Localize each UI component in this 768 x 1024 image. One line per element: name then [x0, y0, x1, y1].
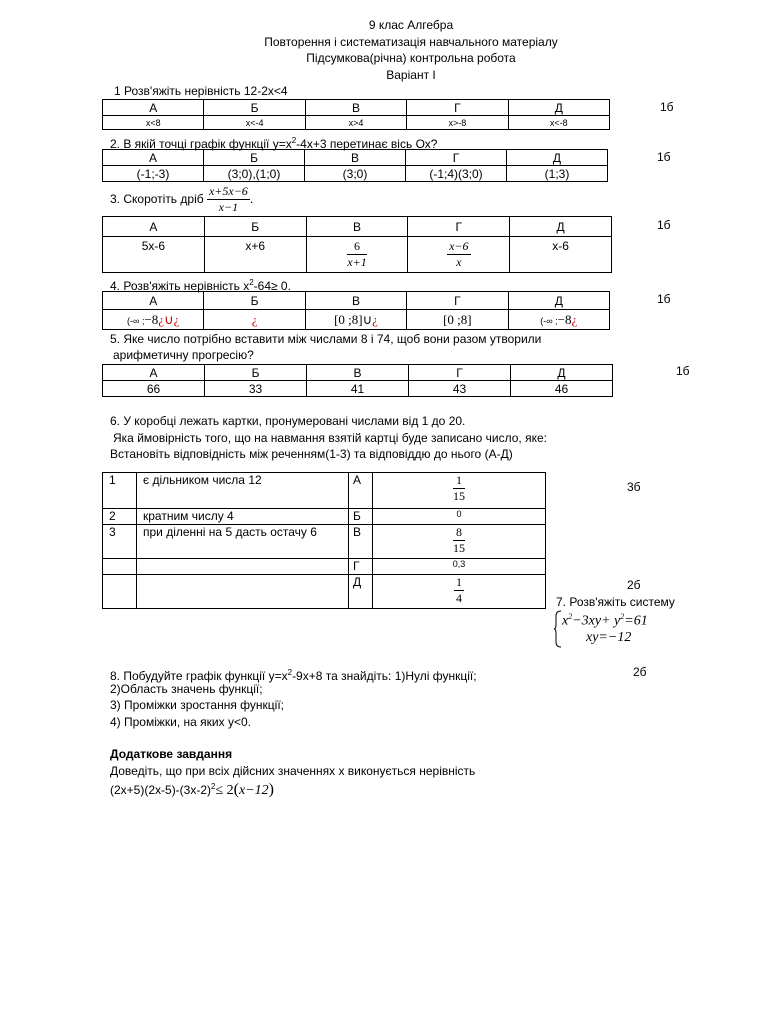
q3-option-a: 5х-6 — [103, 237, 205, 273]
q1-option-d: х>-8 — [407, 116, 508, 130]
extra-expr-c: ( — [233, 781, 239, 798]
extra-expr-d: x−12 — [238, 783, 269, 798]
q4-text-b: -64≥ 0. — [253, 279, 291, 293]
q5-option-b: 33 — [205, 381, 307, 397]
q3-option-d-den: x — [456, 255, 462, 269]
option-letter: В — [306, 217, 408, 237]
option-letter: Д — [507, 150, 608, 166]
q8-line-4: 4) Проміжки, на яких у<0. — [110, 715, 251, 729]
q1-option-e: х<-8 — [508, 116, 609, 130]
option-letter: Д — [508, 292, 609, 310]
q5-text-2: арифметичну прогресію? — [113, 348, 254, 362]
q3-label: 3. Скоротіть дріб — [110, 192, 204, 206]
q2-option-c: (3;0) — [305, 166, 406, 182]
q5-option-a: 66 — [103, 381, 205, 397]
option-letter: Б — [204, 100, 305, 116]
q7-equation-1 — [562, 612, 648, 630]
q4-points: 1б — [657, 292, 671, 306]
extra-expr-e: ) — [268, 781, 274, 798]
q7-eq1-a: x — [562, 613, 569, 629]
q5-text-1: 5. Яке число потрібно вставити між числами 8 і 74, щоб вони разом утворили — [110, 332, 542, 346]
q3-points: 1б — [657, 218, 671, 232]
option-letter: Б — [204, 150, 305, 166]
q1-points: 1б — [660, 100, 674, 114]
q2-text-b: -4х+3 перетинає вісь Ох? — [296, 137, 438, 151]
q1-options-table — [102, 99, 610, 130]
table-row — [103, 473, 546, 509]
option-letter: Б — [205, 365, 307, 381]
q6-answer-fraction — [454, 575, 464, 606]
q2-points: 1б — [657, 150, 671, 164]
q6-answer-fraction — [453, 473, 465, 504]
q3-option-c — [306, 237, 408, 273]
header-subject: 9 клас Алгебра — [368, 18, 454, 32]
q6-text-2: Яка ймовірність того, що на навмання взятій картці буде записано число, яке: — [113, 431, 547, 445]
q2-sup: 2 — [291, 136, 297, 145]
q2-options-table — [102, 149, 608, 182]
option-letter: В — [305, 150, 406, 166]
q4-d-math: [0 ;8] — [443, 311, 472, 327]
option-letter: А — [103, 100, 204, 116]
q6-row-statement: при діленні на 5 дасть остачу 6 — [137, 525, 349, 559]
q1-option-c: х>4 — [305, 116, 406, 130]
q7-eq1-sup: 2 — [568, 612, 573, 621]
q7-eq1-c: =61 — [624, 613, 648, 629]
q4-option-a — [103, 310, 204, 330]
q6-row-number — [103, 559, 137, 575]
q3-fraction — [207, 184, 250, 215]
q4-a-math: −8 — [144, 311, 159, 327]
q2-option-d: (-1;4)(3;0) — [406, 166, 507, 182]
q6-row-statement: кратним числу 4 — [137, 509, 349, 525]
option-letter: Г — [407, 100, 508, 116]
q3-options-table — [102, 216, 612, 273]
q4-c-math: [0 ;8]∪ — [334, 311, 373, 327]
q8-line-3: 3) Проміжки зростання функції; — [110, 698, 284, 712]
q3-option-d — [408, 237, 510, 273]
q8-text-b: -9х+8 та знайдіть: 1)Нулі функції; — [292, 669, 477, 683]
q4-e-math: −8 — [557, 311, 572, 327]
q6-row-answer: 0 — [373, 509, 546, 525]
q6-row-statement: є дільником числа 12 — [137, 473, 349, 509]
q3-option-c-fraction — [347, 239, 366, 270]
q3-text — [110, 183, 253, 215]
q5-points: 1б — [676, 364, 690, 378]
q1-option-a: х<8 — [103, 116, 204, 130]
q4-option-e — [508, 310, 609, 330]
q8-line-2: 2)Область значень функції; — [110, 682, 263, 696]
header-test-type: Підсумкова(річна) контрольна робота — [306, 51, 516, 65]
option-letter: В — [305, 292, 406, 310]
q5-option-c: 41 — [307, 381, 409, 397]
q3-option-e: х-6 — [510, 237, 612, 273]
q1-text: 1 Розв'яжіть нерівність 12-2х<4 — [114, 84, 288, 98]
q6-row-answer — [373, 473, 546, 509]
q6-row-number — [103, 575, 137, 609]
table-row — [103, 559, 546, 575]
q4-a-red: ¿∪¿ — [158, 311, 180, 327]
option-letter: Б — [204, 292, 305, 310]
extra-expr-b: ≤ 2 — [215, 783, 234, 798]
q4-text-a: 4. Розв'яжіть нерівність х — [110, 279, 250, 293]
q2-option-b: (3;0),(1;0) — [204, 166, 305, 182]
option-letter: Г — [409, 365, 511, 381]
q4-sup: 2 — [249, 278, 254, 287]
table-row — [103, 575, 546, 609]
extra-inequality — [110, 779, 274, 799]
q6-row-letter: В — [349, 525, 373, 559]
q6-row-statement — [137, 575, 349, 609]
q7-text: 7. Розв'яжіть систему — [556, 595, 675, 609]
q6-row-number: 2 — [103, 509, 137, 525]
q3-dot: . — [249, 192, 254, 206]
option-letter: Б — [204, 217, 306, 237]
q6-answer-den: 4 — [456, 591, 462, 605]
q4-e-pre: (-∞ ; — [540, 315, 558, 326]
q5-option-e: 46 — [511, 381, 613, 397]
header-topic: Повторення і систематизація навчального матеріалу — [264, 35, 558, 49]
q2-option-e: (1;3) — [507, 166, 608, 182]
q5-options-table — [102, 364, 613, 397]
option-letter: В — [307, 365, 409, 381]
q2-option-a: (-1;-3) — [103, 166, 204, 182]
q6-text-1: 6. У коробці лежать картки, пронумеровані числами від 1 до 20. — [110, 414, 466, 428]
q3-option-b: х+6 — [204, 237, 306, 273]
q2-text-a: 2. В якій точці графік функції у=х — [110, 137, 292, 151]
q7-points: 2б — [627, 578, 641, 592]
q6-points: 3б — [627, 480, 641, 494]
q6-row-answer: 0,3 — [373, 559, 546, 575]
q4-e-red: ¿ — [571, 311, 578, 327]
q6-answer-den: 15 — [453, 541, 465, 555]
option-letter: А — [103, 150, 204, 166]
q4-option-b — [204, 310, 305, 330]
q6-answer-num: 8 — [453, 525, 465, 541]
option-letter: Г — [407, 292, 508, 310]
header-variant: Варіант І — [386, 68, 436, 82]
q4-a-pre: (-∞ ; — [127, 315, 145, 326]
q8-points: 2б — [633, 665, 647, 679]
q4-c-red: ¿ — [372, 311, 378, 327]
q6-row-statement — [137, 559, 349, 575]
option-letter: А — [103, 292, 204, 310]
q6-matching-table — [102, 472, 546, 609]
q6-row-number: 3 — [103, 525, 137, 559]
q4-options-table — [102, 291, 610, 330]
q6-row-letter: Г — [349, 559, 373, 575]
table-row — [103, 509, 546, 525]
q1-option-b: х<-4 — [204, 116, 305, 130]
extra-expr-sup: 2 — [211, 782, 216, 791]
q4-option-c — [305, 310, 406, 330]
extra-expr-a: (2х+5)(2х-5)-(3х-2) — [110, 783, 212, 797]
q4-b-red: ¿ — [251, 311, 258, 327]
q7-equation-2: xy=−12 — [586, 630, 632, 645]
q7-eq1-sup2: 2 — [620, 612, 625, 621]
q6-row-letter: Д — [349, 575, 373, 609]
q8-sup: 2 — [287, 668, 293, 677]
q6-row-number: 1 — [103, 473, 137, 509]
option-letter: А — [103, 365, 205, 381]
q6-answer-fraction — [453, 525, 465, 556]
table-row — [103, 525, 546, 559]
extra-title: Додаткове завдання — [110, 747, 233, 761]
extra-text: Доведіть, що при всіх дійсних значеннях х виконується нерівність — [110, 764, 476, 778]
option-letter: Д — [508, 100, 609, 116]
option-letter: В — [305, 100, 406, 116]
q6-row-letter: А — [349, 473, 373, 509]
q3-option-c-num: 6 — [347, 239, 366, 255]
option-letter: Г — [408, 217, 510, 237]
q4-option-d — [407, 310, 508, 330]
q6-text-3: Встановіть відповідність між реченням(1-3) та відповіддю до нього (А-Д) — [110, 447, 513, 461]
q6-row-letter: Б — [349, 509, 373, 525]
q7-eq1-b: −3xy+ y — [572, 613, 621, 629]
q6-answer-num: 1 — [456, 575, 462, 589]
q3-option-c-den: x+1 — [347, 255, 367, 269]
option-letter: Д — [510, 217, 612, 237]
q6-row-answer — [373, 575, 546, 609]
option-letter: Д — [511, 365, 613, 381]
q6-answer-num: 1 — [453, 473, 465, 489]
q3-option-d-num: x−6 — [449, 239, 469, 253]
q3-frac-denominator: x−1 — [218, 200, 239, 215]
option-letter: А — [103, 217, 205, 237]
q6-answer-den: 15 — [453, 489, 465, 503]
q5-option-d: 43 — [409, 381, 511, 397]
option-letter: Г — [406, 150, 507, 166]
q3-option-d-fraction — [447, 239, 470, 270]
q6-row-answer — [373, 525, 546, 559]
q3-frac-numerator: x+5x−6 — [208, 184, 248, 199]
q8-text-a: 8. Побудуйте графік функції у=х — [110, 669, 288, 683]
